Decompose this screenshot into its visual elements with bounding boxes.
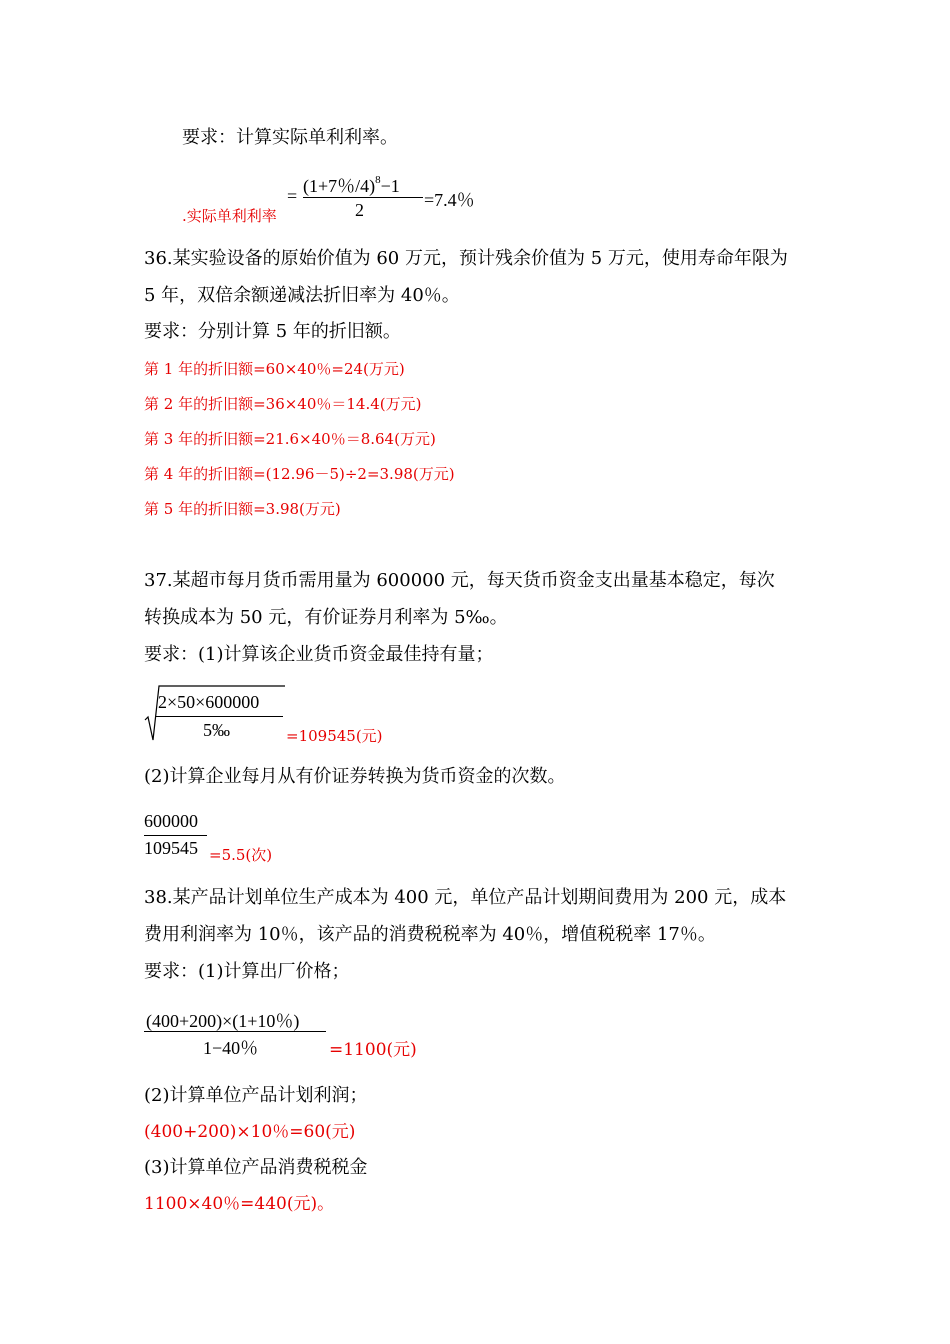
q37-fraction-bar (144, 835, 207, 836)
q37-answer-2: =5.5(次) (209, 846, 273, 864)
q37-line2: 转换成本为 50 元，有价证券月利率为 5‰。 (144, 607, 508, 628)
q37-sqrt-fraction-bar (155, 716, 283, 717)
q37-line1: 37.某超市每月货币需用量为 600000 元，每天货币资金支出量基本稳定，每次 (144, 570, 775, 591)
q35-requirement: 要求：计算实际单利利率。 (182, 127, 398, 148)
q36-line1: 36.某实验设备的原始价值为 60 万元，预计残余价值为 5 万元，使用寿命年限为 (144, 248, 788, 269)
q36-requirement: 要求：分别计算 5 年的折旧额。 (144, 321, 401, 342)
q35-result: =7.4％ (424, 190, 475, 210)
q38-frac-denominator: 1−40％ (203, 1038, 259, 1058)
q36-answer-1: 第 1 年的折旧额=60×40％=24(万元) (144, 360, 405, 378)
q38-requirement-2: (2)计算单位产品计划利润； (144, 1085, 368, 1106)
q37-frac-denominator: 109545 (144, 838, 198, 858)
q37-sqrt-denominator: 5‰ (203, 720, 230, 740)
q38-fraction-bar (144, 1031, 326, 1032)
q36-line2: 5 年，双倍余额递减法折旧率为 40％。 (144, 285, 460, 306)
q35-denominator: 2 (355, 200, 364, 220)
q38-line1: 38.某产品计划单位生产成本为 400 元，单位产品计划期间费用为 200 元，成本 (144, 887, 787, 908)
q37-requirement-1: 要求：(1)计算该企业货币资金最佳持有量； (144, 644, 494, 665)
q35-numerator-exp: 8 (375, 174, 381, 186)
q38-line2: 费用利润率为 10％，该产品的消费税税率为 40％，增值税税率 17％。 (144, 924, 716, 945)
q38-answer-3: 1100×40％=440(元)。 (144, 1194, 335, 1214)
q35-numerator-tail: −1 (380, 176, 400, 196)
q36-answer-2: 第 2 年的折旧额=36×40％＝14.4(万元) (144, 395, 422, 413)
q35-answer-label: .实际单利利率 (182, 207, 277, 225)
q35-fraction-bar (303, 197, 423, 198)
q37-frac-numerator: 600000 (144, 811, 198, 831)
q36-answer-4: 第 4 年的折旧额=(12.96－5)÷2=3.98(万元) (144, 465, 455, 483)
q38-requirement-1: 要求：(1)计算出厂价格； (144, 961, 350, 982)
q35-numerator-base: (1+7％/4) (303, 176, 376, 196)
q35-equals: = (287, 186, 298, 206)
q36-answer-5: 第 5 年的折旧额=3.98(万元) (144, 500, 341, 518)
q38-answer-2: (400+200)×10％=60(元) (144, 1122, 356, 1142)
q38-requirement-3: (3)计算单位产品消费税税金 (144, 1157, 368, 1178)
q38-answer-1: =1100(元) (329, 1040, 417, 1060)
q35-numerator (303, 172, 400, 198)
q38-frac-numerator: (400+200)×(1+10％) (146, 1011, 300, 1031)
q36-answer-3: 第 3 年的折旧额=21.6×40％＝8.64(万元) (144, 430, 436, 448)
q37-answer-1: =109545(元) (286, 727, 383, 745)
q37-requirement-2: (2)计算企业每月从有价证券转换为货币资金的次数。 (144, 766, 566, 787)
q37-sqrt-numerator: 2×50×600000 (158, 692, 260, 712)
